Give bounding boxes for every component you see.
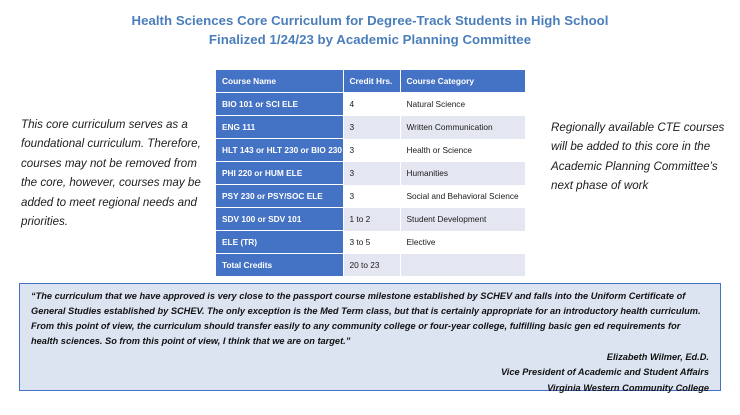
page-title-line-1: Health Sciences Core Curriculum for Degree-Track Students in High School <box>131 13 609 28</box>
cell-credit-hours: 1 to 2 <box>343 208 400 231</box>
cell-course-name: PHI 220 or HUM ELE <box>216 162 343 185</box>
cell-course-name: Total Credits <box>216 254 343 277</box>
table-header <box>216 70 525 93</box>
cell-course-name: SDV 100 or SDV 101 <box>216 208 343 231</box>
attribution-name: Elizabeth Wilmer, Ed.D. <box>606 352 709 363</box>
cell-credit-hours: 3 <box>343 162 400 185</box>
quote-box <box>19 283 721 391</box>
cell-course-name: ENG 111 <box>216 116 343 139</box>
left-note-text: This core curriculum serves as a foundational curriculum. Therefore, courses may not be removed from the core, however, courses may be added to meet regional needs and priorities. <box>21 118 201 229</box>
table-row <box>216 162 525 185</box>
column-header-credit-hours: Credit Hrs. <box>343 70 400 93</box>
cell-course-category: Social and Behavioral Science <box>400 185 525 208</box>
table-row <box>216 116 525 139</box>
cell-course-name: ELE (TR) <box>216 231 343 254</box>
quote-text: “The curriculum that we have approved is very close to the passport course milestone established by SCHEV and falls into the Uniform Certificate of General Studies established by SCHEV. The only exception is the Med Term class, but that is certainly appropriate for an introductory health curriculum. From this point of view, the curriculum should transfer easily to any community college or four-year college, fulfilling basic gen ed requirements for health sciences. So from this point of view, I think that we are on target.” <box>31 291 701 347</box>
page-title <box>0 11 740 49</box>
table-row <box>216 231 525 254</box>
cell-course-name: BIO 101 or SCI ELE <box>216 93 343 116</box>
attribution-org: Virginia Western Community College <box>547 382 709 393</box>
right-note-text: Regionally available CTE courses will be added to this core in the Academic Planning Committee’s next phase of work <box>551 121 725 193</box>
cell-course-category: Elective <box>400 231 525 254</box>
cell-course-name: PSY 230 or PSY/SOC ELE <box>216 185 343 208</box>
table-row <box>216 93 525 116</box>
quote-attribution <box>31 350 709 395</box>
curriculum-table <box>216 70 525 276</box>
table-row <box>216 139 525 162</box>
table-header-row <box>216 70 525 93</box>
cell-course-category <box>400 254 525 277</box>
table-row <box>216 208 525 231</box>
table-body <box>216 93 525 277</box>
cell-course-category: Natural Science <box>400 93 525 116</box>
cell-course-category: Health or Science <box>400 139 525 162</box>
attribution-role: Vice President of Academic and Student Affairs <box>500 367 709 378</box>
cell-credit-hours: 4 <box>343 93 400 116</box>
column-header-course-name: Course Name <box>216 70 343 93</box>
cell-course-category: Humanities <box>400 162 525 185</box>
table-row <box>216 254 525 277</box>
cell-credit-hours: 3 <box>343 116 400 139</box>
cell-credit-hours: 3 to 5 <box>343 231 400 254</box>
page-title-line-2: Finalized 1/24/23 by Academic Planning Committee <box>208 32 532 47</box>
cell-course-category: Written Communication <box>400 116 525 139</box>
cell-course-name: HLT 143 or HLT 230 or BIO 230 <box>216 139 343 162</box>
cell-credit-hours: 3 <box>343 185 400 208</box>
cell-credit-hours: 20 to 23 <box>343 254 400 277</box>
cell-credit-hours: 3 <box>343 139 400 162</box>
column-header-course-category: Course Category <box>400 70 525 93</box>
table-row <box>216 185 525 208</box>
cell-course-category: Student Development <box>400 208 525 231</box>
